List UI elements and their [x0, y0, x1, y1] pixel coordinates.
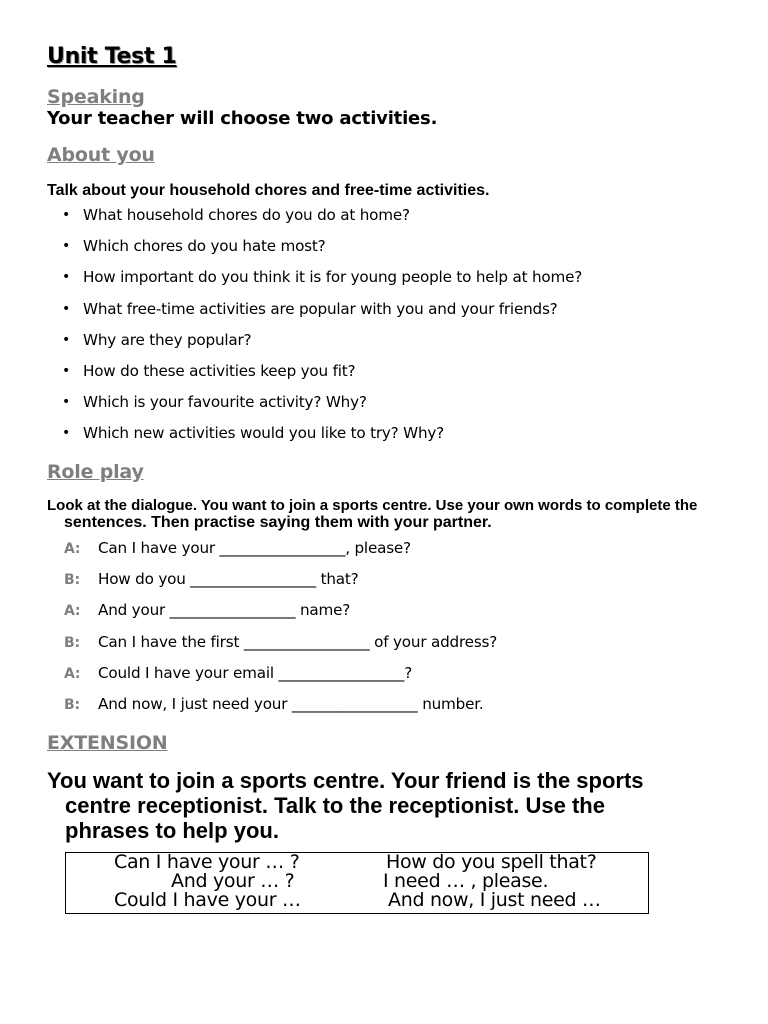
- about-you-instruction: Talk about your household chores and free-time activities.: [47, 182, 490, 199]
- role-play-instruction-line1: Look at the dialogue. You want to join a sports centre. Use your own words to complete the: [47, 497, 698, 514]
- bullet-icon: •: [62, 425, 71, 442]
- list-item: • How do these activities keep you fit?: [62, 361, 356, 380]
- bullet-icon: •: [62, 238, 71, 255]
- speaker-label: A:: [64, 541, 81, 557]
- dialogue-line: [64, 599, 497, 630]
- bullet-icon: •: [62, 331, 71, 348]
- role-play-heading: Role play: [47, 461, 144, 483]
- phrase: How do you spell that?: [386, 851, 597, 873]
- phrase: And your … ?: [171, 870, 295, 892]
- extension-instruction: You want to join a sports centre. Your friend is the sports centre receptionist. Talk to the receptionist. Use the phrases to help you.: [47, 768, 644, 843]
- list-item: • What free-time activities are popular with you and your friends?: [62, 299, 558, 318]
- extension-heading: EXTENSION: [47, 732, 168, 754]
- dialogue-line: [64, 537, 497, 568]
- bullet-icon: •: [62, 207, 71, 223]
- bullet-icon: •: [62, 394, 71, 411]
- phrase-box: [65, 852, 649, 914]
- dialogue-line: [64, 568, 497, 599]
- speaker-label: B:: [64, 572, 80, 589]
- dialogue-text: And your _________________ name?: [98, 601, 351, 620]
- phrase: Could I have your …: [114, 889, 301, 911]
- dialogue-text: How do you _________________ that?: [98, 570, 359, 589]
- bullet-icon: •: [62, 362, 71, 379]
- list-item: • How important do you think it is for young people to help at home?: [62, 268, 583, 287]
- list-item: • What household chores do you do at home?: [62, 206, 410, 224]
- phrase: And now, I just need …: [388, 889, 601, 911]
- dialogue-text: Could I have your email _________________?: [98, 663, 413, 682]
- bullet-icon: •: [62, 300, 71, 317]
- dialogue-line: [64, 631, 497, 662]
- speaking-subtitle: Your teacher will choose two activities.: [47, 108, 438, 129]
- list-item: • Which new activities would you like to try? Why?: [62, 424, 445, 443]
- list-item: • Why are they popular?: [62, 330, 252, 349]
- bullet-icon: •: [62, 269, 71, 286]
- dialogue-text: And now, I just need your _________________ number.: [98, 694, 484, 713]
- question-list: [62, 204, 582, 454]
- speaker-label: A:: [64, 665, 81, 682]
- role-play-instruction-line2: sentences. Then practise saying them with your partner.: [64, 514, 492, 531]
- speaker-label: B:: [64, 696, 80, 713]
- page-title: Unit Test 1: [47, 44, 177, 69]
- dialogue: [64, 537, 497, 724]
- phrase: I need … , please.: [383, 870, 549, 892]
- dialogue-text: Can I have the first _________________ of your address?: [98, 632, 498, 651]
- speaking-heading: Speaking: [47, 86, 145, 108]
- list-item: • Which is your favourite activity? Why?: [62, 393, 367, 412]
- speaker-label: B:: [64, 634, 80, 651]
- dialogue-line: [64, 693, 497, 724]
- list-item: • Which chores do you hate most?: [62, 237, 326, 256]
- about-you-heading: About you: [47, 144, 155, 166]
- dialogue-line: [64, 662, 497, 693]
- dialogue-text: Can I have your _________________, please?: [98, 539, 411, 557]
- speaker-label: A:: [64, 603, 81, 620]
- phrase: Can I have your … ?: [114, 851, 300, 873]
